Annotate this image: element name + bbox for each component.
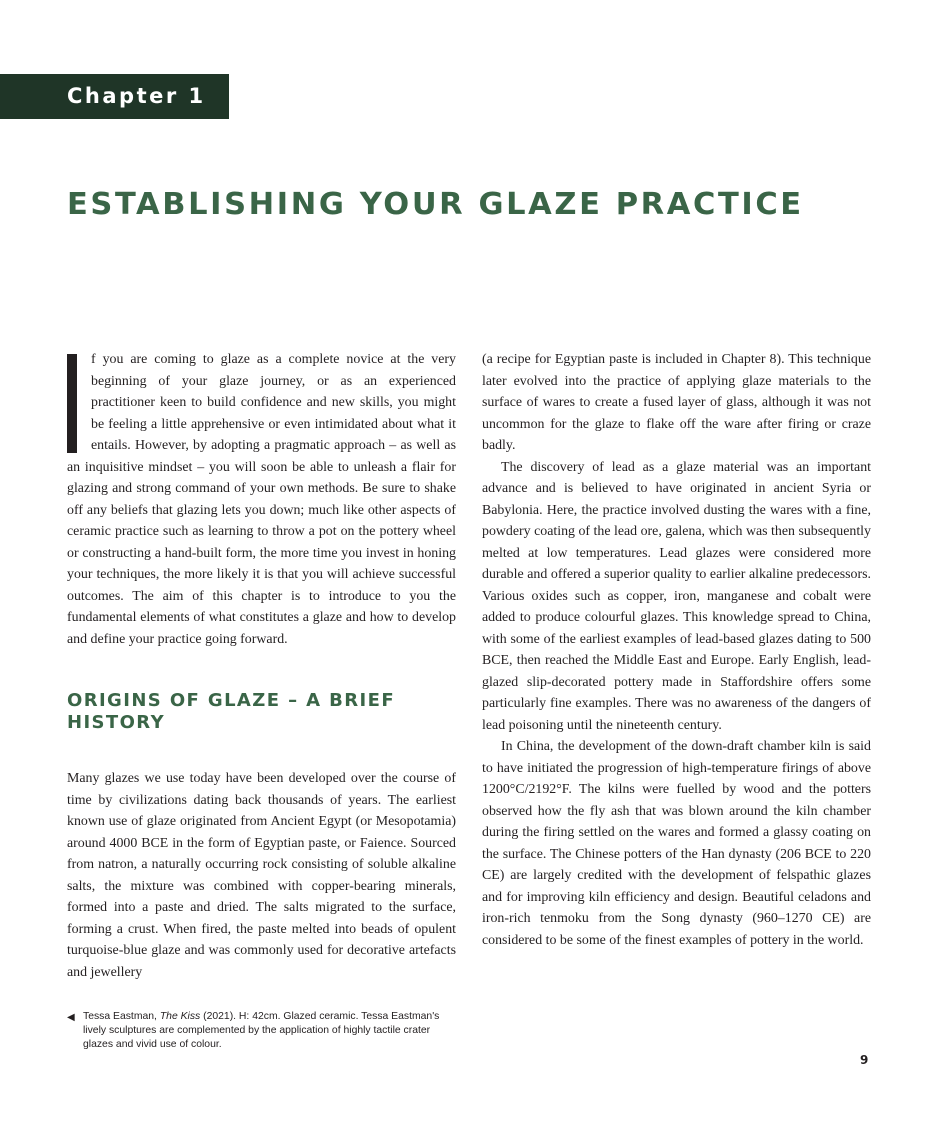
chapter-label: Chapter 1 [0, 74, 229, 119]
history-paragraph-3: In China, the development of the down-draft chamber kiln is said to have initiated the progression of high-temperature firings of above 1200°C/2192°F. The kilns were fuelled by wood and the potters observed how the fly ash that was blown around the kiln chamber during the firing settled on the wares and formed a glassy coating on the surface. The Chinese potters of the Han dynasty (206 BCE to 220 CE) are largely credited with the development of felspathic glazes and for improving kiln efficiency and design. Beautiful celadons and iron-rich tenmoku from the Song dynasty (960–1270 CE) are considered to be some of the finest examples of pottery in the world. [482, 739, 871, 948]
caption-work-title: The Kiss [159, 1011, 201, 1022]
page-number: 9 [860, 1053, 869, 1067]
intro-paragraph [67, 349, 456, 650]
caption-description: (2021). H: 42cm. Glazed ceramic. Tessa Eastman's lively sculptures are complemented by the application of highly tactile crater glazes and vivid use of colour. [83, 1011, 440, 1050]
history-paragraph-1-continued: (a recipe for Egyptian paste is included in Chapter 8). This technique later evolved into the practice of applying glaze materials to the surface of wares to create a fused layer of glass, although it was not uncommon for the glaze to flake off the ware after firing or craze badly. [482, 352, 871, 453]
chapter-title: ESTABLISHING YOUR GLAZE PRACTICE [67, 187, 804, 222]
caption-artist: Tessa Eastman, [83, 1011, 160, 1022]
image-caption [67, 1010, 457, 1052]
section-heading-line1: ORIGINS OF GLAZE – A BRIEF [67, 690, 396, 711]
intro-text: f you are coming to glaze as a complete novice at the very beginning of your glaze journey, or as an experienced practitioner keen to build confidence and new skills, you might be feeling a little apprehensive or even intimidated about what it entails. However, by adopting a pragmatic approach – as well as an inquisitive mindset – you will soon be able to unleash a flair for glazing and strong command of your own methods. Be sure to shake off any beliefs that glazing lets you down; much like other aspects of ceramic practice such as learning to throw a pot on the pottery wheel or constructing a hand-built form, the more time you invest in honing your techniques, the more likely it is that you will achieve successful outcomes. The aim of this chapter is to introduce to you the fundamental elements of what constitutes a glaze and how to develop and define your practice going forward. [67, 352, 456, 647]
dropcap-letter [67, 354, 77, 453]
section-heading [67, 690, 456, 734]
section-heading-line2: HISTORY [67, 712, 166, 733]
right-column [482, 349, 871, 951]
caption-arrow-icon: ◀ [67, 1012, 75, 1023]
history-paragraph-1: Many glazes we use today have been developed over the course of time by civilizations dating back thousands of years. The earliest known use of glaze originated from Ancient Egypt (or Mesopotamia) around 4000 BCE in the form of Egyptian paste, or Faience. Sourced from natron, a naturally occurring rock consisting of soluble alkaline salts, the mixture was combined with copper-bearing minerals, formed into a paste and dried. The salts migrated to the surface, forming a crust. When fired, the paste melted into beads of opulent turquoise-blue glaze and was commonly used for decorative artefacts and jewellery [67, 771, 456, 980]
caption-text [67, 1010, 457, 1052]
history-paragraph-2: The discovery of lead as a glaze material was an important advance and is believed to have originated in ancient Syria or Babylonia. Here, the practice involved dusting the wares with a fine, powdery coating of the lead ore, galena, which was then subsequently melted at low temperatures. Lead glazes were considered more durable and offered a superior quality to earlier alkaline predecessors. Various oxides such as copper, iron, manganese and cobalt were added to produce colourful glazes. This knowledge spread to China, with some of the earliest examples of lead-based glazes dating to 500 BCE, then reached the Middle East and Europe. Early English, lead-glazed slip-decorated pottery made in Staffordshire offers some particularly fine examples. There was no awareness of the dangers of lead poisoning until the nineteenth century. [482, 459, 871, 733]
left-column [67, 349, 456, 983]
